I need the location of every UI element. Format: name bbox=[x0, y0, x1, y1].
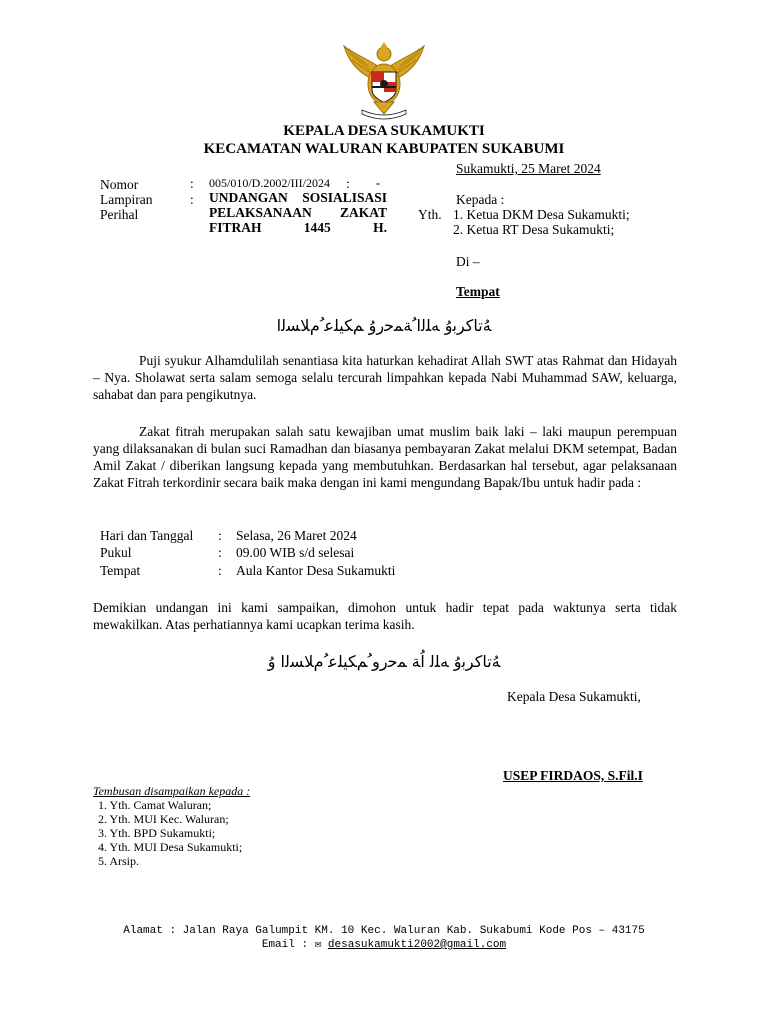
recipient-item: 1. Ketua DKM Desa Sukamukti; bbox=[453, 207, 630, 222]
paragraph-opening: Puji syukur Alhamdulilah senantiasa kita haturkan kehadirat Allah SWT atas Rahmat dan Hidayah – Nya. Sholawat serta salam semoga selalu tercurah limpahkan kepada Nabi Muhammad SAW, keluarga, sahabat dan para pengikutnya. bbox=[93, 353, 677, 402]
paragraph-closing: Demikian undangan ini kami sampaikan, dimohon untuk hadir tepat pada waktunya serta tidak mewakilkan. Atas perhatiannya kami ucapkan terima kasih. bbox=[93, 600, 677, 632]
lampiran-colon: : bbox=[190, 192, 194, 207]
lampiran-label: Lampiran bbox=[100, 192, 153, 207]
footer-email-line bbox=[0, 937, 768, 951]
di-label: Di – bbox=[456, 254, 480, 269]
signature-title: Kepala Desa Sukamukti, bbox=[507, 689, 641, 704]
cc-item: 1. Yth. Camat Waluran; bbox=[98, 798, 212, 812]
nomor-trailing-colon: : bbox=[346, 176, 350, 191]
event-value: Selasa, 26 Maret 2024 bbox=[236, 528, 357, 543]
nomor-colon: : bbox=[190, 176, 194, 191]
cc-item: 2. Yth. MUI Kec. Waluran; bbox=[98, 812, 229, 826]
garuda-emblem-logo bbox=[340, 40, 428, 122]
paragraph-body: Zakat fitrah merupakan salah satu kewajiban umat muslim baik laki – laki maupun perempuan yang dilaksanakan di bulan suci Ramadhan dan biasanya pembayaran Zakat melalui DKM setempat, Badan Amil Zakat / diberikan langsung kepada yang membutuhkan. Berdasarkan hal tersebut, agar pelaksanaan Zakat Fitrah terkordinir secara baik maka dengan ini kami mengundang Bapak/Ibu untuk hadir pada : bbox=[93, 424, 677, 490]
closing-arabic: ﻪُﺗﺎﻛﺮﺑوُ ﻪﻠﻟ ﺍُﺔ ﻤﺣﺭو ُﻢﻜﻴﻠﻋ ُﻡﻼﺴﻟﺍ وُ bbox=[267, 652, 501, 671]
greeting-arabic: ﻪُﺗﺎﻛﺮﺑوُ ﻪﻠﻟﺍ ُﺔﻤﺣﺭوُ ﻢﻜﻴﻠﻋ ُﻡﻼﺴﻟﺍ bbox=[276, 316, 492, 335]
letterhead-subtitle: KECAMATAN WALURAN KABUPATEN SUKABUMI bbox=[203, 141, 565, 157]
cc-item: 3. Yth. BPD Sukamukti; bbox=[98, 826, 216, 840]
nomor-label: Nomor bbox=[100, 177, 139, 192]
event-label: Pukul bbox=[100, 545, 132, 560]
email-link[interactable]: desasukamukti2002@gmail.com bbox=[327, 939, 507, 951]
tempat-label: Tempat bbox=[456, 284, 500, 299]
event-label: Hari dan Tanggal bbox=[100, 528, 194, 543]
cc-title: Tembusan disampaikan kepada : bbox=[93, 784, 251, 798]
kepada-label: Kepada : bbox=[456, 192, 505, 207]
cc-item: 5. Arsip. bbox=[98, 854, 140, 868]
nomor-value: 005/010/D.2002/III/2024 bbox=[209, 176, 330, 190]
perihal-label: Perihal bbox=[100, 207, 139, 222]
email-label: Email : bbox=[261, 939, 309, 951]
place-date: Sukamukti, 25 Maret 2024 bbox=[456, 161, 601, 176]
event-colon: : bbox=[218, 563, 222, 578]
cc-item: 4. Yth. MUI Desa Sukamukti; bbox=[98, 840, 243, 854]
letterhead-title: KEPALA DESA SUKAMUKTI bbox=[283, 123, 485, 139]
envelope-icon: ✉ bbox=[314, 939, 322, 951]
event-colon: : bbox=[218, 528, 222, 543]
lampiran-value: - bbox=[376, 176, 380, 190]
event-label: Tempat bbox=[100, 563, 141, 578]
event-value: 09.00 WIB s/d selesai bbox=[236, 545, 355, 560]
footer-address: Alamat : Jalan Raya Galumpit KM. 10 Kec. Waluran Kab. Sukabumi Kode Pos – 43175 bbox=[123, 925, 645, 937]
event-colon: : bbox=[218, 545, 222, 560]
perihal-value: UNDANGAN SOSIALISASI PELAKSANAAN ZAKAT FITRAH 1445 H. bbox=[209, 190, 387, 235]
recipient-item: 2. Ketua RT Desa Sukamukti; bbox=[453, 222, 615, 237]
yth-label: Yth. bbox=[418, 207, 442, 222]
signature-name: USEP FIRDAOS, S.Fil.I bbox=[503, 768, 643, 783]
event-value: Aula Kantor Desa Sukamukti bbox=[236, 563, 396, 578]
